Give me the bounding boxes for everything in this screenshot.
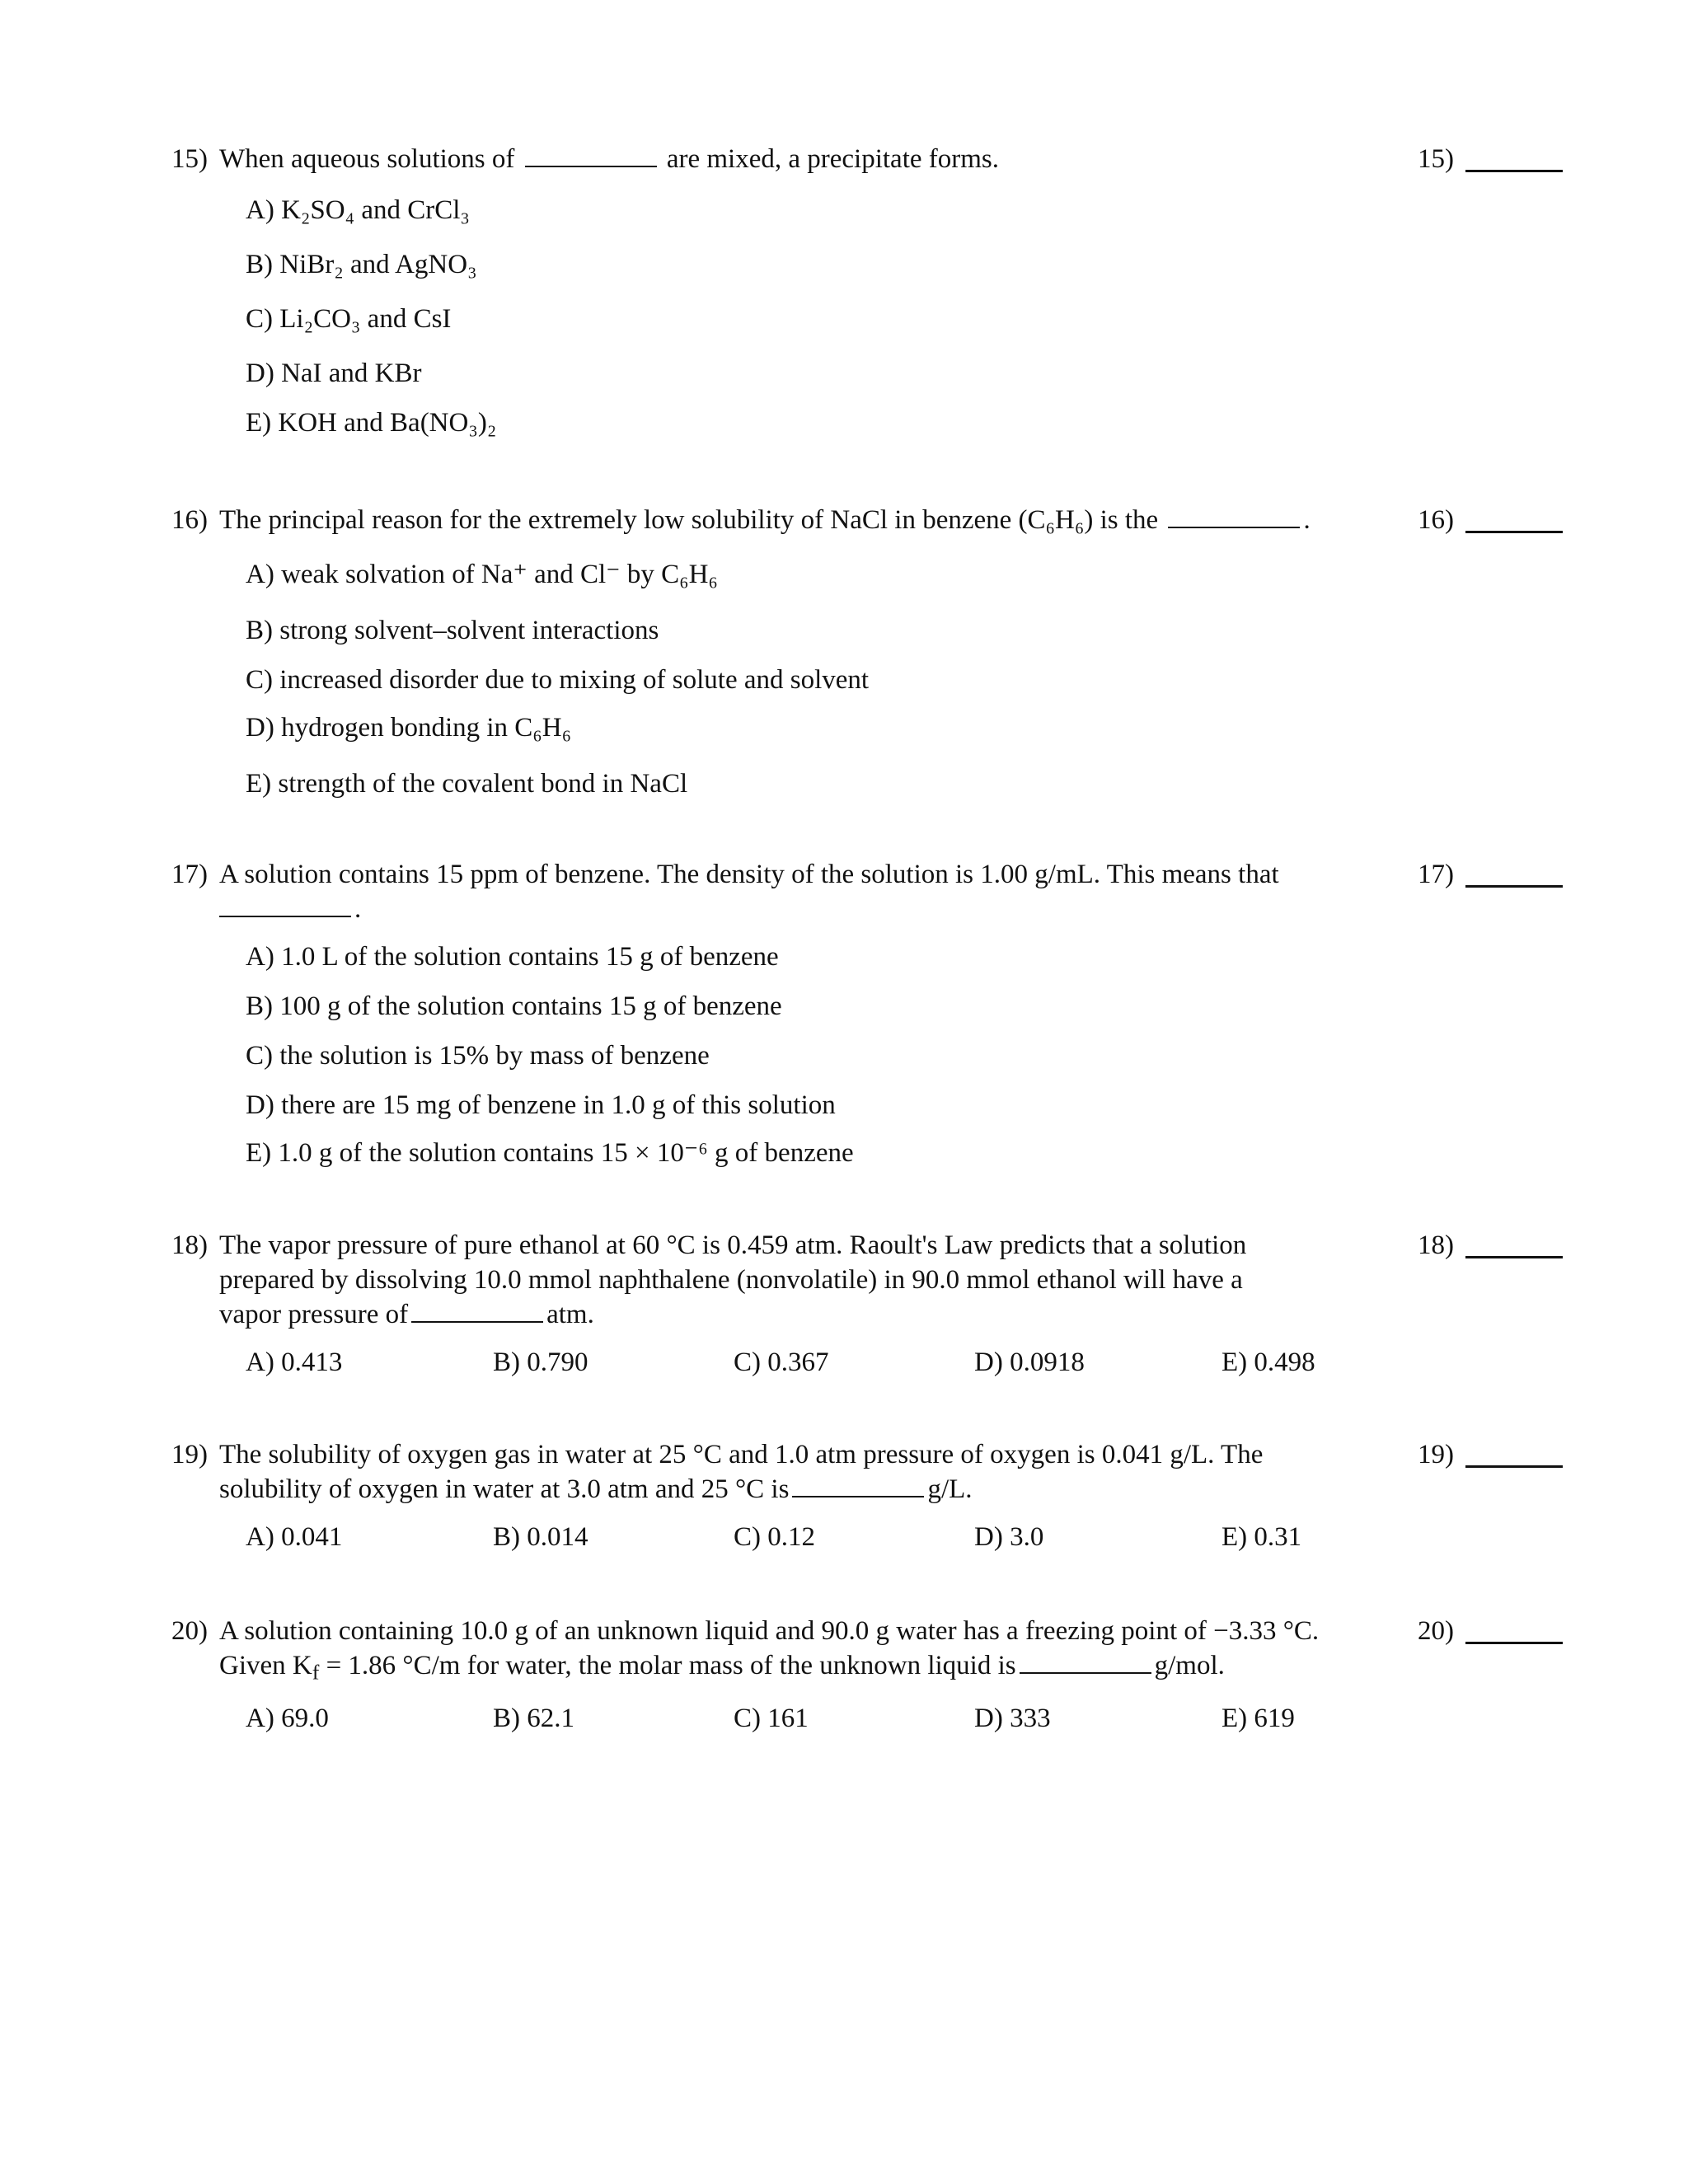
option-d[interactable]: D) 3.0 [974,1522,1044,1552]
answer-number: 16) [1418,505,1454,535]
option-c[interactable]: C) the solution is 15% by mass of benzene [246,1041,710,1071]
question-stem: A solution containing 10.0 g of an unknown liquid and 90.0 g water has a freezing point of −3.33 °C. Given $K_f = 1.86$ °C/m for water, the molar mass of the unknown liquid is g/mol. [219,1616,1320,1685]
option-d[interactable]: D) hydrogen bonding in C₆H₆ [246,713,572,743]
question-stem: The principal reason for the extremely low solubility of NaCl in benzene (C₆H₆) is the . [219,505,1311,535]
option-c[interactable]: C) 161 [734,1704,809,1733]
option-d[interactable]: D) 333 [974,1704,1051,1733]
question-stem: The solubility of oxygen gas in water at 25 °C and 1.0 atm pressure of oxygen is 0.041 g/L. The solubility of oxygen in water at 3.0 atm and 25 °C is g/L. [219,1440,1264,1504]
option-a[interactable]: A) 1.0 L of the solution contains 15 g of benzene [246,942,779,972]
option-c[interactable]: C) Li₂CO₃ and CsI [246,304,452,334]
question-20-given: Given $K_f = 1.86$ °C/m for water, the molar mass of the unknown liquid is [219,1651,1016,1685]
question-number: 16) [171,505,208,535]
question-number: 18) [171,1230,208,1260]
option-e[interactable]: E) strength of the covalent bond in NaCl [246,769,688,799]
option-a[interactable]: A) K₂SO₄ and CrCl₃ [246,195,470,225]
question-number: 17) [171,860,208,889]
option-c[interactable]: C) increased disorder due to mixing of solute and solvent [246,665,870,695]
option-b[interactable]: B) 0.790 [493,1347,588,1377]
option-b[interactable]: B) NiBr₂ and AgNO₃ [246,250,477,279]
option-e[interactable]: E) 1.0 g of the solution contains 15 × 10⁻⁶ g of benzene [246,1138,854,1168]
fill-in-blank [792,1473,924,1497]
answer-blank[interactable] [1465,170,1563,172]
answer-number: 20) [1418,1616,1454,1646]
answer-number: 18) [1418,1230,1454,1260]
option-d[interactable]: D) there are 15 mg of benzene in 1.0 g of this solution [246,1090,836,1120]
question-stem: The vapor pressure of pure ethanol at 60 °C is 0.459 atm. Raoult's Law predicts that a solution prepared by dissolving 10.0 mmol naphthalene (nonvolatile) in 90.0 mmol ethanol will have a vapor pressure of atm. [219,1230,1247,1329]
answer-blank[interactable] [1465,1465,1563,1468]
option-c[interactable]: C) 0.367 [734,1347,829,1377]
answer-blank[interactable] [1465,531,1563,533]
fill-in-blank [525,143,657,167]
option-c[interactable]: C) 0.12 [734,1522,815,1552]
fill-in-blank [411,1298,543,1323]
option-b[interactable]: B) 100 g of the solution contains 15 g of benzene [246,991,782,1021]
option-b[interactable]: B) 0.014 [493,1522,588,1552]
option-e[interactable]: E) 619 [1221,1704,1295,1733]
answer-number: 17) [1418,860,1454,889]
option-d[interactable]: D) 0.0918 [974,1347,1085,1377]
answer-blank[interactable] [1465,885,1563,888]
fill-in-blank [219,893,351,917]
answer-number: 15) [1418,144,1454,174]
option-b[interactable]: B) strong solvent–solvent interactions [246,616,659,645]
answer-number: 19) [1418,1440,1454,1469]
option-d[interactable]: D) NaI and KBr [246,359,422,388]
option-a[interactable]: A) 0.041 [246,1522,343,1552]
option-e[interactable]: E) 0.31 [1221,1522,1302,1552]
option-e[interactable]: E) KOH and Ba(NO₃)₂ [246,408,497,438]
question-stem: A solution contains 15 ppm of benzene. The density of the solution is 1.00 g/mL. This means that . [219,860,1279,924]
question-number: 19) [171,1440,208,1469]
option-e[interactable]: E) 0.498 [1221,1347,1315,1377]
option-a[interactable]: A) 0.413 [246,1347,343,1377]
fill-in-blank [1168,504,1300,528]
answer-blank[interactable] [1465,1256,1563,1258]
option-a[interactable]: A) 69.0 [246,1704,329,1733]
fill-in-blank [1020,1649,1151,1674]
option-a[interactable]: A) weak solvation of Na⁺ and Cl⁻ by C₆H₆ [246,560,718,589]
option-b[interactable]: B) 62.1 [493,1704,574,1733]
question-number: 20) [171,1616,208,1646]
answer-blank[interactable] [1465,1642,1563,1644]
question-number: 15) [171,144,208,174]
question-stem: When aqueous solutions of are mixed, a precipitate forms. [219,144,1000,174]
